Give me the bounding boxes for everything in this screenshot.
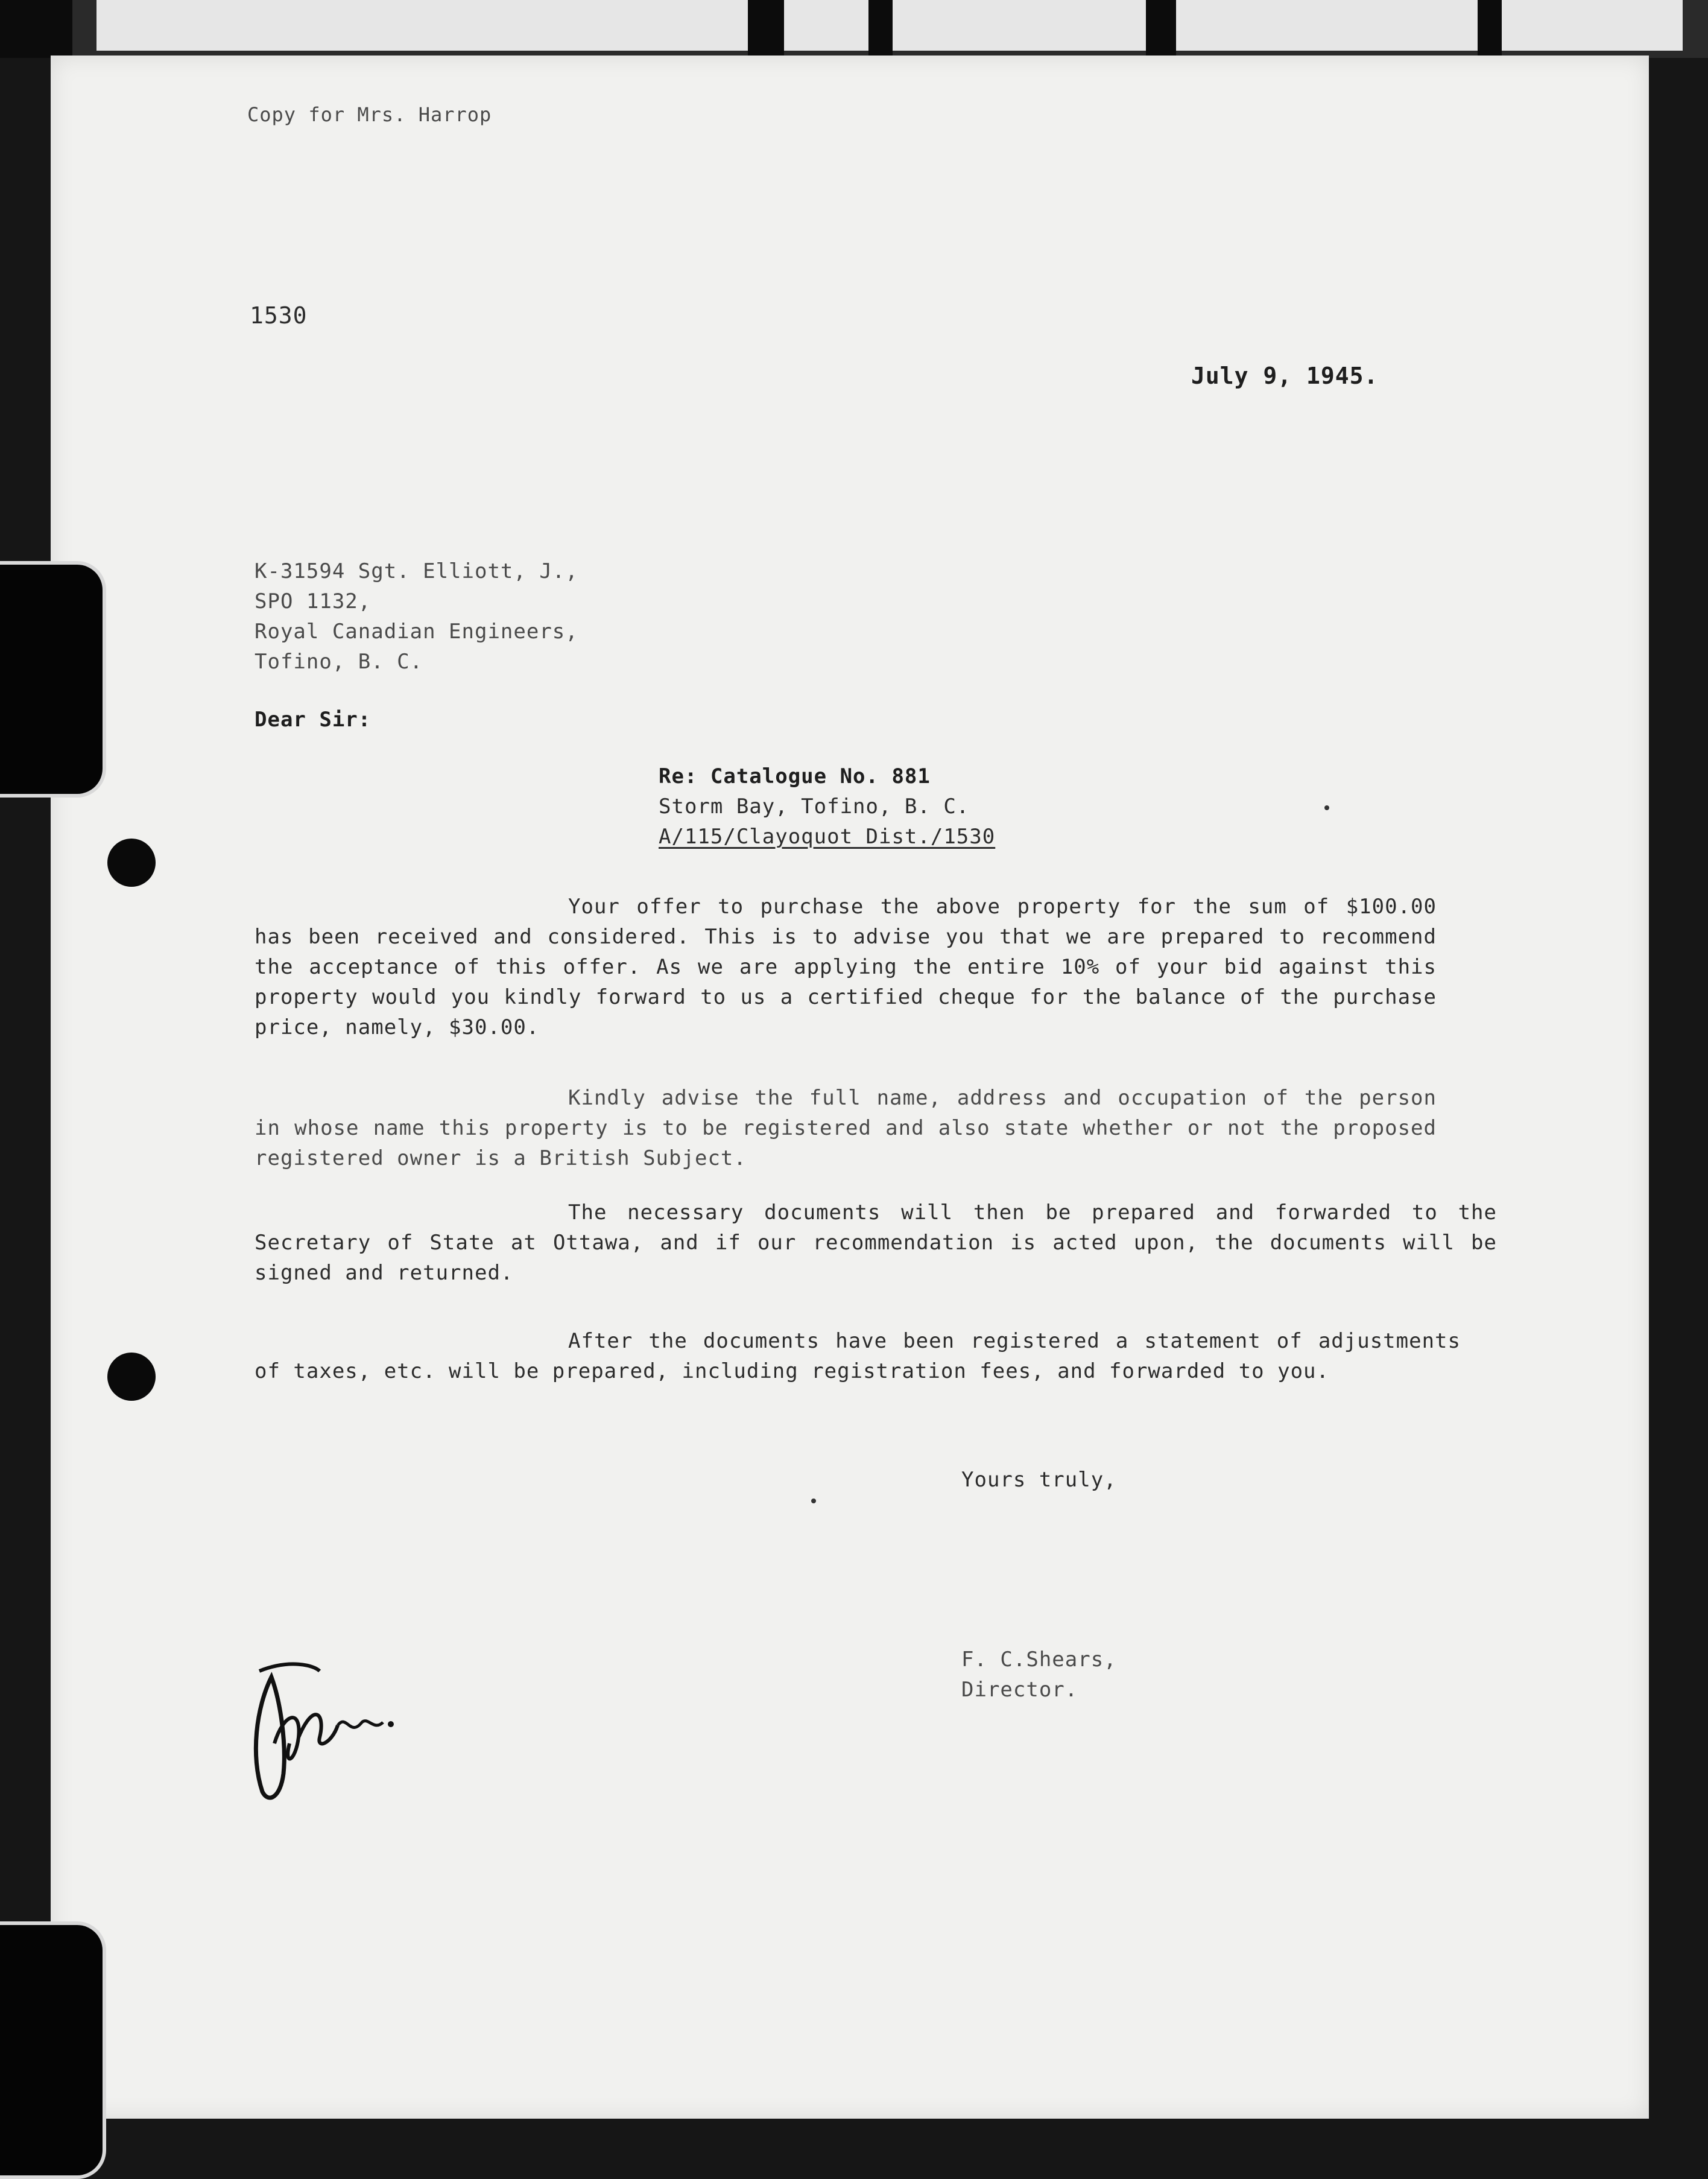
- body-paragraph-1: Your offer to purchase the above property for the sum of $100.00 has been received and considered. This is to advise you that we are prepared to recommend the acceptance of this offer. As we are applying the entire 10% of your bid against this property would you kindly forward to us a certified cheque for the balance of the purchase price, namely, $30.00.: [255, 895, 1437, 1039]
- film-light-band: [784, 0, 868, 51]
- copy-note: Copy for Mrs. Harrop: [247, 103, 492, 126]
- reference-line-3: A/115/Clayoquot Dist./1530: [659, 825, 996, 849]
- file-number: 1530: [250, 302, 308, 329]
- reference-line-1: Re: Catalogue No. 881: [659, 764, 931, 788]
- binder-tab-top: [0, 561, 106, 798]
- signer-title: Director.: [961, 1678, 1078, 1702]
- handwritten-initials: [247, 1653, 404, 1810]
- reference-line-2: Storm Bay, Tofino, B. C.: [659, 795, 970, 819]
- valediction: Yours truly,: [961, 1468, 1117, 1492]
- film-light-band: [96, 0, 748, 51]
- recipient-line-2: SPO 1132,: [255, 589, 372, 614]
- body-paragraph-2: Kindly advise the full name, address and occupation of the person in whose name this property is to be registered and also state whether or not the proposed registered owner is a British Subject.: [255, 1086, 1437, 1170]
- salutation: Dear Sir:: [255, 708, 372, 732]
- film-light-band: [1176, 0, 1478, 51]
- film-gap: [1478, 0, 1502, 58]
- letter-date: July 9, 1945.: [1191, 363, 1379, 389]
- body-paragraph-4: After the documents have been registered a statement of adjustments of taxes, etc. will be prepared, including registration fees, and forwarded to you.: [255, 1329, 1461, 1383]
- recipient-line-4: Tofino, B. C.: [255, 650, 423, 674]
- film-light-band: [1502, 0, 1683, 51]
- recipient-line-3: Royal Canadian Engineers,: [255, 620, 578, 644]
- film-light-band: [893, 0, 1146, 51]
- ink-speck: [811, 1499, 816, 1503]
- ink-speck: [1324, 805, 1329, 810]
- punch-hole-lower: [107, 1353, 156, 1401]
- film-gap: [868, 0, 893, 58]
- film-gap: [748, 0, 784, 58]
- punch-hole-upper: [107, 839, 156, 887]
- film-gap: [1146, 0, 1176, 58]
- signer-name: F. C.Shears,: [961, 1648, 1117, 1672]
- recipient-line-1: K-31594 Sgt. Elliott, J.,: [255, 559, 578, 583]
- binder-tab-bottom: [0, 1921, 106, 2179]
- film-edge-top: [0, 0, 1708, 58]
- film-gap: [0, 0, 72, 58]
- body-paragraph-3: The necessary documents will then be prepared and forwarded to the Secretary of State at Ottawa, and if our recommendation is acted upon, the documents will be signed and returned.: [255, 1201, 1497, 1285]
